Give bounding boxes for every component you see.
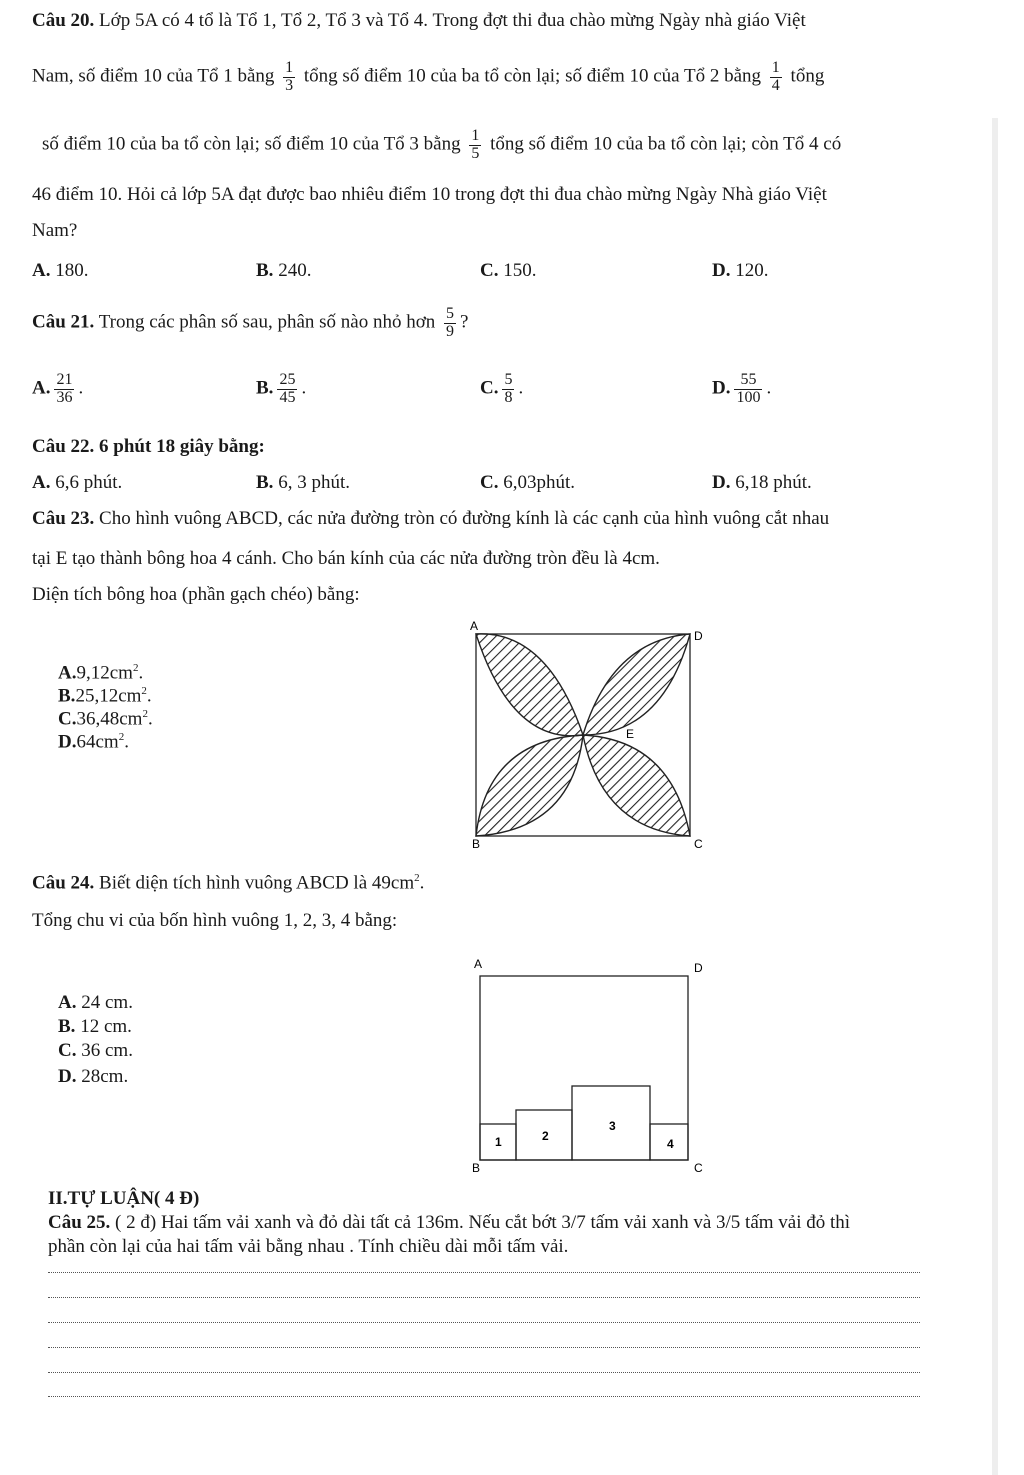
flower-figure (462, 620, 724, 852)
label-1: 1 (495, 1135, 502, 1149)
answer-line-2[interactable] (48, 1297, 920, 1298)
q20-option-b[interactable]: B. 240. (256, 260, 312, 281)
label-a2: A (474, 957, 483, 971)
label-c2: C (694, 1161, 703, 1175)
q21-line: Câu 21. Trong các phân số sau, phân số nào nhỏ hơn $\frac{5}{9}$ ? (32, 305, 469, 340)
q20-number: Câu 20. (32, 10, 95, 31)
square-abcd-2 (480, 976, 688, 1160)
q20-line3 (42, 128, 841, 163)
q21-option-d[interactable]: D. $\frac{55}{100}$ . (712, 371, 772, 406)
fraction-5-9: $\frac{5}{9}$ (446, 305, 454, 340)
q24-line2: Tổng chu vi của bốn hình vuông 1, 2, 3, 4 bằng: (32, 910, 398, 931)
q20-option-c[interactable]: C. 150. (480, 260, 537, 281)
q22-line (32, 436, 265, 458)
q22-text: 6 phút 18 giây bằng: (99, 436, 265, 457)
answer-line-3[interactable] (48, 1322, 920, 1323)
q23-option-c[interactable]: $C.36,48cm^2$. (58, 708, 153, 730)
q20-text-2b: tổng số điểm 10 của ba tổ còn lại; số điểm 10 của Tổ 2 bằng (303, 65, 762, 87)
q21-text: Trong các phân số sau, phân số nào nhỏ hơn (98, 311, 436, 333)
q23-option-d[interactable]: $D.64cm^2$. (58, 731, 129, 753)
q20-option-d[interactable]: D. 120. (712, 260, 769, 281)
q25-number: Câu 25. (48, 1212, 111, 1233)
q20-text-2a: Nam, số điểm 10 của Tổ 1 bằng (32, 65, 275, 87)
q21-option-a[interactable]: A. $\frac{21}{36}$ . (32, 371, 84, 406)
label-c: C (694, 837, 703, 851)
q24-number: Câu 24. (32, 872, 95, 894)
q20-text-2c: tổng (790, 65, 825, 87)
q23-line2: tại E tạo thành bông hoa 4 cánh. Cho bán kính của các nửa đường tròn đều là 4cm. (32, 548, 660, 569)
label-2: 2 (542, 1129, 549, 1143)
label-3: 3 (609, 1119, 616, 1133)
petal-top-right (583, 634, 690, 735)
q24-line1: Câu 24. Biết diện tích hình vuông ABCD là $49cm^2$. (32, 872, 425, 894)
petal-bottom-right (583, 735, 690, 836)
label-b: B (472, 837, 481, 851)
q25-line1: Câu 25. ( 2 đ) Hai tấm vải xanh và đỏ dài tất cả 136m. Nếu cắt bớt 3/7 tấm vải xanh và 3/5 tấm vải đỏ thì (48, 1212, 851, 1233)
label-a: A (470, 620, 479, 633)
label-d: D (694, 629, 703, 643)
q22-option-b[interactable]: B. 6, 3 phút. (256, 472, 350, 493)
q25-line2: phần còn lại của hai tấm vải bằng nhau . Tính chiều dài mỗi tấm vải. (48, 1236, 569, 1257)
q21-option-b[interactable]: B. $\frac{25}{45}$ . (256, 371, 307, 406)
q23-line3: Diện tích bông hoa (phần gạch chéo) bằng: (32, 584, 360, 605)
answer-line-5[interactable] (48, 1372, 920, 1373)
answer-line-4[interactable] (48, 1347, 920, 1348)
q20-line4: 46 điểm 10. Hỏi cả lớp 5A đạt được bao nhiêu điểm 10 trong đợt thi đua chào mừng Ngày Nhà giáo Việt (32, 184, 827, 205)
fraction-1-4: $\frac{1}{4}$ (771, 59, 780, 94)
q23-option-a[interactable]: $A.9,12cm^2$. (58, 662, 144, 684)
q22-number: Câu 22. (32, 436, 95, 457)
q23-text-1: Cho hình vuông ABCD, các nửa đường tròn có đường kính là các cạnh của hình vuông cắt nhau (99, 508, 830, 529)
label-4: 4 (667, 1137, 674, 1151)
petal-bottom-left (476, 735, 583, 836)
q20-text-3b: tổng số điểm 10 của ba tổ còn lại; còn Tổ 4 có (490, 133, 842, 155)
answer-line-1[interactable] (48, 1272, 920, 1273)
q24-option-a[interactable]: A. 24 cm. (58, 992, 133, 1013)
part2-title: II.TỰ LUẬN( 4 Đ) (48, 1188, 200, 1209)
q22-option-c[interactable]: C. 6,03phút. (480, 472, 576, 493)
answer-line-6[interactable] (48, 1396, 920, 1397)
squares-figure (462, 954, 712, 1176)
q20-text-1: Lớp 5A có 4 tổ là Tổ 1, Tổ 2, Tổ 3 và Tổ 4. Trong đợt thi đua chào mừng Ngày nhà giáo Việt (99, 10, 806, 31)
q24-option-b[interactable]: B. 12 cm. (58, 1016, 132, 1037)
q20-line1 (32, 10, 806, 32)
q23-number: Câu 23. (32, 508, 95, 529)
fraction-1-5: $\frac{1}{5}$ (471, 127, 480, 162)
page-edge-shadow (992, 118, 998, 1475)
q21-number: Câu 21. (32, 311, 95, 333)
label-e: E (626, 727, 635, 741)
q20-line5: Nam? (32, 220, 78, 241)
q23-line1 (32, 508, 829, 530)
q20-text-3a: số điểm 10 của ba tổ còn lại; số điểm 10 của Tổ 3 bằng (42, 133, 461, 155)
q23-option-b[interactable]: $B.25,12cm^2$. (58, 685, 152, 707)
label-d2: D (694, 961, 703, 975)
q24-option-d[interactable]: D. 28cm. (58, 1066, 129, 1087)
q22-option-d[interactable]: D. 6,18 phút. (712, 472, 812, 493)
fraction-1-3: $\frac{1}{3}$ (285, 59, 294, 94)
q22-option-a[interactable]: A. 6,6 phút. (32, 472, 123, 493)
q21-option-c[interactable]: C. $\frac{5}{8}$ . (480, 371, 524, 406)
petal-top-left (476, 634, 583, 736)
q20-line2 (32, 60, 824, 95)
label-b2: B (472, 1161, 481, 1175)
q24-option-c[interactable]: C. 36 cm. (58, 1040, 133, 1061)
q20-option-a[interactable]: A. 180. (32, 260, 89, 281)
